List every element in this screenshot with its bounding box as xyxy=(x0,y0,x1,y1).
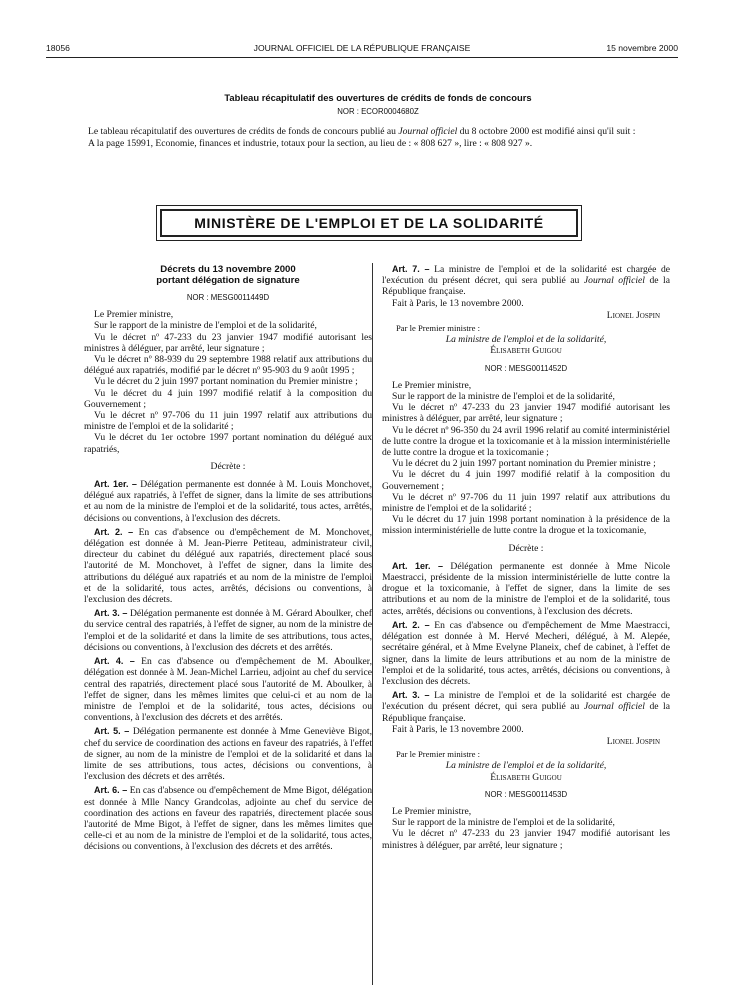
article xyxy=(382,561,670,617)
article xyxy=(84,479,372,524)
page-number: 18056 xyxy=(46,43,70,53)
article-label: Art. 4. – xyxy=(94,656,135,667)
decrete-heading: Décrète : xyxy=(210,460,246,472)
visa-list-3 xyxy=(382,806,670,851)
visa-line: Vu le décret nº 96-350 du 24 avril 1996 relatif au comité interministériel de lutte contre la drogue et la toxicomanie et à la mission interministérielle de lutte contre la drogue et la toxicomanie ; xyxy=(382,424,670,459)
left-column xyxy=(84,264,372,853)
article-3-execution: Art. 3. – La ministre de l'emploi et de la solidarité est chargée de l'exécution du présent décret, qui sera publié au Journal officiel de la République française. xyxy=(382,690,671,724)
article-label: Art. 6. – xyxy=(94,785,128,796)
article xyxy=(84,785,372,852)
article-list-2 xyxy=(382,561,670,687)
visa-line: Vu le décret du 4 juin 1997 modifié relatif à la composition du Gouvernement ; xyxy=(84,387,372,410)
decrete-heading-2: Décrète : xyxy=(508,542,544,554)
fait-a-paris-2: Fait à Paris, le 13 novembre 2000. xyxy=(392,723,524,735)
article xyxy=(84,527,372,605)
article-text: En cas d'absence ou d'empêchement de M. Aboulker, délégation est donnée à M. Jean-Michel Larrieu, adjoint au chef du service central des rapatriés, directement placé sous l'autorité de M. Aboulker, à l'effet de signer, dans les mêmes limites que celui-ci et au nom de la ministre de l'emploi et de la solidarité, tous actes, décisions ou conventions, à l'exclusion des décrets et des arrêtés. xyxy=(84,656,372,724)
visa-line: Sur le rapport de la ministre de l'emploi et de la solidarité, xyxy=(392,391,615,403)
right-column xyxy=(382,264,670,851)
article xyxy=(84,608,372,653)
article-text: En cas d'absence ou d'empêchement de M. Monchovet, délégation est donnée à M. Jean-Pierre Petiteau, administrateur civil, directeur du cabinet du délégué aux rapatriés, directement placé sous l'autorité de M. Monchovet, à l'effet de signer, dans la limite des attributions du délégué aux rapatriés et au nom de la ministre de l'emploi et de la solidarité, tous actes, arrêtés, décisions ou conventions, à l'exclusion des décrets. xyxy=(84,526,372,606)
article-list xyxy=(84,479,372,853)
article xyxy=(84,726,372,782)
ministry-banner xyxy=(156,205,582,241)
decree-title-line2: portant délégation de signature xyxy=(156,275,300,286)
visa-line: Sur le rapport de la ministre de l'emploi et de la solidarité, xyxy=(94,320,317,332)
visa-line: Vu le décret nº 47-233 du 23 janvier 1947 modifié autorisant les ministres à déléguer, par arrêté, leur signature ; xyxy=(382,402,670,425)
notice-title: Tableau récapitulatif des ouvertures de crédits de fonds de concours xyxy=(224,92,532,103)
article-text: Délégation permanente est donnée à Mme Nicole Maestracci, présidente de la mission interministérielle de lutte contre la drogue et la toxicomanie, à l'effet de signer, dans la limite de ses attributions et au nom de la ministre de l'emploi et de la solidarité, tous actes, arrêtés, décisions ou conventions, à l'exclusion des décrets. xyxy=(382,560,670,617)
visa-line: Vu le décret nº 47-233 du 23 janvier 1947 modifié autorisant les ministres à déléguer, par arrêté, leur signature ; xyxy=(84,331,372,354)
article-text: Délégation permanente est donnée à Mme Geneviève Bigot, chef du service de coordination des actions en faveur des rapatriés, à l'effet de signer, au nom de la ministre de l'emploi et de la solidarité et dans la limite de ses attributions, tous actes, décisions ou conventions, à l'exclusion des décrets et des arrêtés. xyxy=(84,726,372,783)
visa-list-2 xyxy=(382,380,670,537)
notice-paragraph-2: A la page 15991, Economie, finances et industrie, totaux pour la section, au lieu de : « 808 627 », lire : « 808 927 ». xyxy=(88,137,533,149)
ministry-title: MINISTÈRE DE L'EMPLOI ET DE LA SOLIDARITÉ xyxy=(160,209,578,237)
header-rule xyxy=(46,57,678,58)
article-label: Art. 3. – xyxy=(94,608,128,619)
article-7: Art. 7. – La ministre de l'emploi et de la solidarité est chargée de l'exécution du présent décret, qui sera publié au Journal officiel de la République française. xyxy=(382,264,671,298)
article-label: Art. 2. – xyxy=(392,619,430,630)
issue-date: 15 novembre 2000 xyxy=(606,43,678,53)
fait-a-paris: Fait à Paris, le 13 novembre 2000. xyxy=(392,297,524,309)
decree-nor-3: NOR : MESG0011453D xyxy=(484,789,568,799)
article-text: En cas d'absence ou d'empêchement de Mme Bigot, délégation est donnée à Mlle Nancy Grandcolas, adjointe au chef du service de coordination des actions en faveur des rapatriés, directement placée sous l'autorité de Mme Bigot, à l'effet de signer, dans les mêmes limites que celle-ci et au nom de la ministre de l'emploi et de la solidarité, tous actes, décisions ou conventions, à l'exclusion des décrets et des arrêtés. xyxy=(84,785,372,853)
notice-paragraph-1: Le tableau récapitulatif des ouvertures de crédits de fonds de concours publié au Journal officiel du 8 octobre 2000 est modifié ainsi qu'il suit : xyxy=(88,126,636,138)
article-text: Délégation permanente est donnée à M. Louis Monchovet, délégué aux rapatriés, à l'effet de signer, dans la limite de ses attributions et au nom de la ministre de l'emploi et de la solidarité, tous actes, arrêtés, décisions ou conventions, à l'exclusion des décrets. xyxy=(84,479,372,524)
visa-line: Le Premier ministre, xyxy=(94,309,174,321)
article-text: Délégation permanente est donnée à M. Gérard Aboulker, chef du service central des rapatriés, à l'effet de signer, au nom de la ministre de l'emploi et de la solidarité et dans la limite de ses attributions, tous actes, décisions ou conventions, à l'exclusion des décrets et des arrêtés. xyxy=(84,608,372,653)
visa-line: Vu le décret du 1er octobre 1997 portant nomination du délégué aux rapatriés, xyxy=(84,432,372,455)
fonds-concours-notice xyxy=(78,92,678,149)
article xyxy=(382,620,670,687)
signatory-name-2: Lionel Jospin xyxy=(606,735,660,747)
minister-name: Élisabeth Guigou xyxy=(490,345,562,357)
article xyxy=(84,656,372,723)
decree-nor: NOR : MESG0011449D xyxy=(186,293,270,302)
visa-line: Sur le rapport de la ministre de l'emploi et de la solidarité, xyxy=(392,817,615,829)
decree-nor-2: NOR : MESG0011452D xyxy=(484,363,568,373)
visa-line: Le Premier ministre, xyxy=(392,379,472,391)
visa-line: Vu le décret nº 97-706 du 11 juin 1997 relatif aux attributions du ministre de l'emploi et de la solidarité ; xyxy=(84,410,372,433)
visa-line: Le Premier ministre, xyxy=(392,805,472,817)
journal-title: JOURNAL OFFICIEL DE LA RÉPUBLIQUE FRANÇAISE xyxy=(253,43,471,53)
minister-name-2: Élisabeth Guigou xyxy=(490,771,562,783)
visa-line: Vu le décret du 17 juin 1998 portant nomination à la présidence de la mission interministérielle de lutte contre la drogue et la toxicomanie, xyxy=(382,514,670,537)
article-text: En cas d'absence ou d'empêchement de Mme Maestracci, délégation est donnée à M. Hervé Mecheri, délégué, à M. Alepée, secrétaire général, et à Mme Evelyne Planeix, chef de cabinet, à l'effet de signer, dans la limite de leurs attributions et au nom de la ministre de l'emploi et de la solidarité, tous actes, arrêtés, décisions ou conventions, à l'exclusion des décrets. xyxy=(382,619,670,687)
visa-line: Vu le décret nº 97-706 du 11 juin 1997 relatif aux attributions du ministre de l'emploi et de la solidarité ; xyxy=(382,491,670,515)
visa-list xyxy=(84,309,372,455)
visa-line: Vu le décret nº 88-939 du 29 septembre 1988 relatif aux attributions du délégué aux rapatriés, modifié par le décret nº 95-903 du 9 août 1995 ; xyxy=(84,354,372,377)
minister-role-2: La ministre de l'emploi et de la solidarité, xyxy=(445,760,607,772)
decree-title-line1: Décrets du 13 novembre 2000 xyxy=(160,264,296,275)
visa-line: Vu le décret nº 47-233 du 23 janvier 1947 modifié autorisant les ministres à déléguer, par arrêté, leur signature ; xyxy=(382,828,670,851)
visa-line: Vu le décret du 2 juin 1997 portant nomination du Premier ministre ; xyxy=(94,376,358,388)
article-label: Art. 1er. – xyxy=(94,479,137,490)
article-label: Art. 2. – xyxy=(94,526,134,537)
visa-line: Vu le décret du 4 juin 1997 modifié relatif à la composition du Gouvernement ; xyxy=(382,469,670,492)
visa-line: Vu le décret du 2 juin 1997 portant nomination du Premier ministre ; xyxy=(392,458,656,470)
column-divider xyxy=(372,263,373,985)
notice-nor: NOR : ECOR0004680Z xyxy=(337,107,419,117)
signatory-name: Lionel Jospin xyxy=(606,309,660,321)
minister-role: La ministre de l'emploi et de la solidarité, xyxy=(445,334,607,346)
article-label: Art. 1er. – xyxy=(392,560,443,571)
article-label: Art. 5. – xyxy=(94,726,130,737)
running-header xyxy=(46,43,678,55)
par-premier-ministre: Par le Premier ministre : xyxy=(396,323,481,334)
par-premier-ministre-2: Par le Premier ministre : xyxy=(396,749,481,760)
